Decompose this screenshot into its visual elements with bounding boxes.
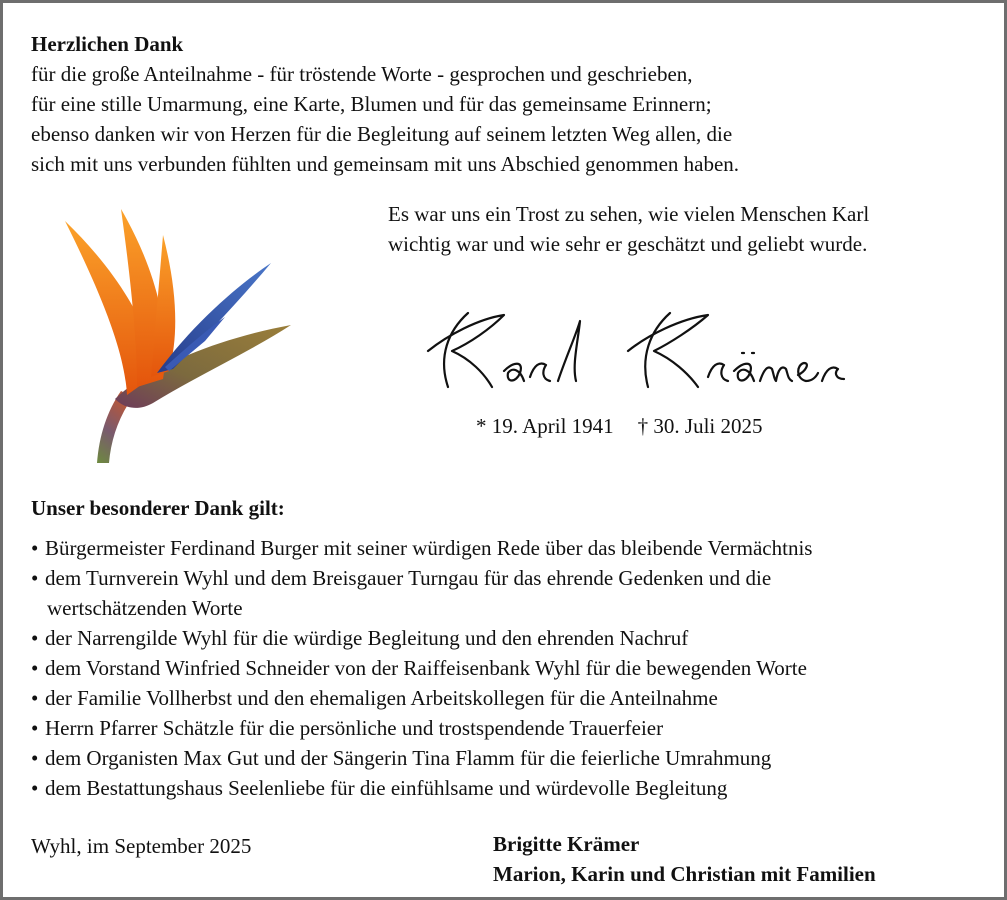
place-and-date: Wyhl, im September 2025: [31, 834, 252, 858]
list-item: • dem Turnverein Wyhl und dem Breisgauer Turngau für das ehrende Gedenken und die: [31, 563, 812, 593]
trost-text: [388, 199, 869, 259]
intro-block: [31, 29, 739, 179]
intro-line: für die große Anteilnahme - für tröstende Worte - gesprochen und geschrieben,: [31, 62, 693, 86]
bullet: •: [31, 536, 39, 560]
family-line: Brigitte Krämer: [493, 832, 640, 856]
bullet: •: [31, 746, 39, 770]
thanks-heading: Unser besonderer Dank gilt:: [31, 496, 285, 520]
bullet: •: [31, 686, 39, 710]
list-item: • Bürgermeister Ferdinand Burger mit seiner würdigen Rede über das bleibende Vermächtnis: [31, 533, 812, 563]
list-item: • dem Bestattungshaus Seelenliebe für die einfühlsame und würdevolle Begleitung: [31, 773, 812, 803]
bullet: •: [31, 626, 39, 650]
trost-line: Es war uns ein Trost zu sehen, wie vielen Menschen Karl: [388, 202, 870, 226]
list-item: • dem Organisten Max Gut und der Sängerin Tina Flamm für die feierliche Umrahmung: [31, 743, 812, 773]
death-date: † 30. Juli 2025: [637, 414, 763, 438]
list-item-continuation: wertschätzenden Worte: [47, 596, 243, 620]
family-signatures: [493, 829, 876, 889]
bullet: •: [31, 776, 39, 800]
bird-of-paradise-flower-icon: [55, 201, 305, 471]
list-item: • Herrn Pfarrer Schätzle für die persönliche und trostspendende Trauerfeier: [31, 713, 812, 743]
birth-date: * 19. April 1941: [476, 414, 614, 438]
bullet: •: [31, 656, 39, 680]
bullet: •: [31, 566, 39, 590]
deceased-name-signature: [408, 291, 868, 401]
intro-line: für eine stille Umarmung, eine Karte, Blumen und für das gemeinsame Erinnern;: [31, 92, 712, 116]
list-item: • dem Vorstand Winfried Schneider von der Raiffeisenbank Wyhl für die bewegenden Worte: [31, 653, 812, 683]
intro-heading: Herzlichen Dank: [31, 32, 184, 56]
thanks-list: [31, 533, 812, 803]
trost-line: wichtig war und wie sehr er geschätzt und geliebt wurde.: [388, 232, 868, 256]
bullet: •: [31, 716, 39, 740]
list-item: • der Narrengilde Wyhl für die würdige Begleitung und den ehrenden Nachruf: [31, 623, 812, 653]
list-item: • der Familie Vollherbst und den ehemaligen Arbeitskollegen für die Anteilnahme: [31, 683, 812, 713]
intro-line: ebenso danken wir von Herzen für die Begleitung auf seinem letzten Weg allen, die: [31, 122, 733, 146]
intro-line: sich mit uns verbunden fühlten und gemeinsam mit uns Abschied genommen haben.: [31, 152, 740, 176]
life-dates: [476, 411, 763, 441]
family-line: Marion, Karin und Christian mit Familien: [493, 862, 876, 886]
